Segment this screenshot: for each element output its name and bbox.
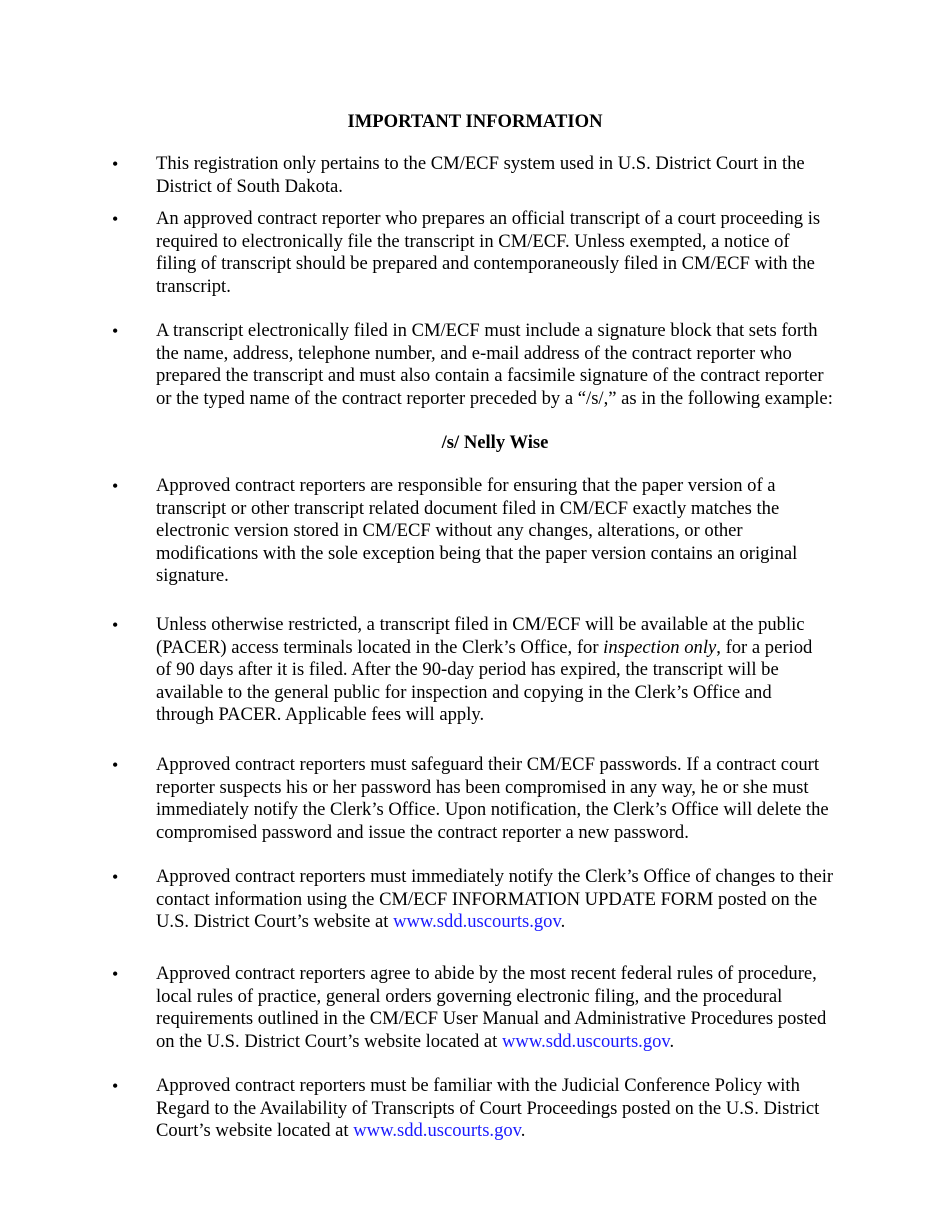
bullet-icon: • — [112, 209, 119, 229]
page-title: IMPORTANT INFORMATION — [347, 111, 603, 132]
signature-example: /s/ Nelly Wise — [441, 432, 549, 453]
bullet-icon: • — [112, 755, 119, 775]
list-item-text: Approved contract reporters must be familiar with the Judicial Conference Policy with Regard to the Availability of Transcripts of Court Proceedings posted on the U.S. District Court’s website located at www.sdd.uscourts.gov. — [156, 1075, 820, 1142]
list-item-text: Approved contract reporters must safeguard their CM/ECF passwords. If a contract court reporter suspects his or her password has been compromised in any way, he or she must immediately notify the Clerk’s Office. Upon notification, the Clerk’s Office will delete the compromised password and issue the contract reporter a new password. — [156, 754, 829, 843]
list-item-text: Approved contract reporters must immediately notify the Clerk’s Office of changes to their contact information using the CM/ECF INFORMATION UPDATE FORM posted on the U.S. District Court’s website at www.sdd.uscourts.gov. — [156, 866, 834, 933]
list-item-text: An approved contract reporter who prepares an official transcript of a court proceeding is required to electronically file the transcript in CM/ECF. Unless exempted, a notice of filing of transcript should be prepared and contemporaneously filed in CM/ECF with the transcript. — [156, 208, 821, 297]
list-item-text: Approved contract reporters are responsible for ensuring that the paper version of a transcript or other transcript related document filed in CM/ECF exactly matches the electronic version stored in CM/ECF without any changes, alterations, or other modifications with the sole exception being that the paper version contains an original signature. — [156, 475, 798, 587]
list-item-text: This registration only pertains to the CM/ECF system used in U.S. District Court in the District of South Dakota. — [156, 153, 805, 197]
website-link[interactable]: www.sdd.uscourts.gov — [502, 1030, 670, 1052]
bullet-icon: • — [112, 615, 119, 635]
list-item-text: Approved contract reporters agree to abide by the most recent federal rules of procedure, local rules of practice, general orders governing electronic filing, and the procedural requirements outlined in the CM/ECF User Manual and Administrative Procedures posted on the U.S. District Court’s website located at www.sdd.uscourts.gov. — [156, 963, 827, 1052]
list-item-text: A transcript electronically filed in CM/ECF must include a signature block that sets forth the name, address, telephone number, and e-mail address of the contract reporter who prepared the transcript and must also contain a facsimile signature of the contract reporter or the typed name of the contract reporter preceded by a “/s/,” as in the following example: — [156, 320, 833, 409]
website-link[interactable]: www.sdd.uscourts.gov — [353, 1120, 521, 1142]
bullet-icon: • — [112, 321, 119, 341]
list-item-text: Unless otherwise restricted, a transcript filed in CM/ECF will be available at the public (PACER) access terminals located in the Clerk’s Office, for inspection only, for a period of 90 days after it is filed. After the 90-day period has expired, the transcript will be available to the general public for inspection and copying in the Clerk’s Office and through PACER. Applicable fees will apply. — [156, 614, 813, 726]
bullet-icon: • — [112, 867, 119, 887]
bullet-icon: • — [112, 964, 119, 984]
website-link[interactable]: www.sdd.uscourts.gov — [393, 911, 561, 933]
bullet-icon: • — [112, 1076, 119, 1096]
bullet-icon: • — [112, 154, 119, 174]
bullet-icon: • — [112, 476, 119, 496]
